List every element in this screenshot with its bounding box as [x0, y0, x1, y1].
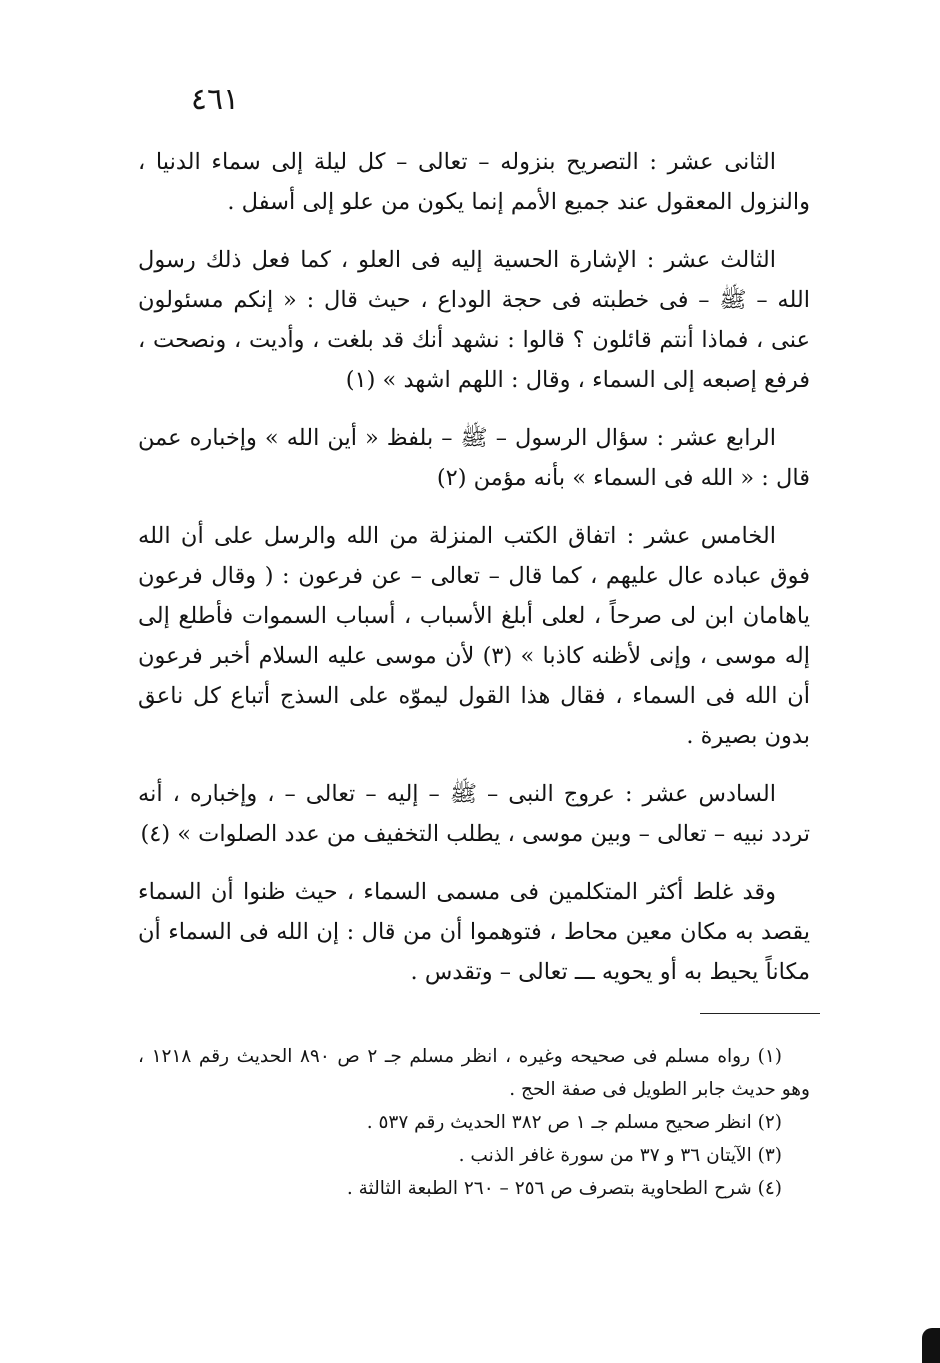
paragraph-fourteenth: الرابع عشر : سؤال الرسول – ﷺ – بلفظ « أين الله » وإخباره عمن قال : « الله فى السماء » بأنه مؤمن (٢)	[138, 425, 810, 491]
paragraph-sixteenth: السادس عشر : عروج النبى – ﷺ – إليه – تعالى – ، وإخباره ، أنه تردد نبيه – تعالى – وبين موسى ، يطلب التخفيف من عدد الصلوات » (٤)	[138, 781, 810, 847]
footnote-4: (٤) شرح الطحاوية بتصرف ص ٢٥٦ – ٢٦٠ الطبعة الثالثة .	[346, 1178, 782, 1199]
paragraph-conclusion: وقد غلط أكثر المتكلمين فى مسمى السماء ، حيث ظنوا أن السماء يقصد به مكان معين محاط ، فتوهموا أن من قال : إن الله فى السماء أن مكاناً يحيط به أو يحويه ـــ تعالى – وتقدس .	[138, 879, 810, 985]
paragraph-fifteenth: الخامس عشر : اتفاق الكتب المنزلة من الله والرسل على أن الله فوق عباده عال عليهم ، كما قال – تعالى – عن فرعون : ( وقال فرعون ياهامان ابن لى صرحاً ، لعلى أبلغ الأسباب ، أسباب السموات فأطلع إلى إله موسى ، وإنى لأظنه كاذبا » (٣) لأن موسى عليه السلام أخبر فرعون أن الله فى السماء ، فقال هذا القول ليموّه على السذج أتباع كل ناعق بدون بصيرة .	[138, 523, 810, 749]
footnote-separator	[700, 1013, 820, 1014]
footnote-1: (١) رواه مسلم فى صحيحه وغيره ، انظر مسلم جـ ٢ ص ٨٩٠ الحديث رقم ١٢١٨ ، وهو حديث جابر الطويل فى صفة الحج .	[138, 1046, 810, 1100]
page-number: ٤٦١	[190, 82, 240, 117]
footnote-2: (٢) انظر صحيح مسلم جـ ١ ص ٣٨٢ الحديث رقم ٥٣٧ .	[366, 1112, 782, 1133]
footnotes	[138, 1040, 810, 1205]
scan-edge-mark	[922, 1328, 940, 1363]
footnote-3: (٣) الآيتان ٣٦ و ٣٧ من سورة غافر الذنب .	[458, 1145, 782, 1166]
paragraph-thirteenth: الثالث عشر : الإشارة الحسية إليه فى العلو ، كما فعل ذلك رسول الله – ﷺ – فى خطبته فى حجة الوداع ، حيث قال : « إنكم مسئولون عنى ، فماذا أنتم قائلون ؟ قالوا : نشهد أنك قد بلغت ، وأديت ، ونصحت ، فرفع إصبعه إلى السماء ، وقال : اللهم اشهد » (١)	[138, 247, 810, 393]
paragraph-twelfth: الثانى عشر : التصريح بنزوله – تعالى – كل ليلة إلى سماء الدنيا ، والنزول المعقول عند جميع الأمم إنما يكون من علو إلى أسفل .	[138, 149, 810, 215]
main-text	[138, 142, 810, 1010]
